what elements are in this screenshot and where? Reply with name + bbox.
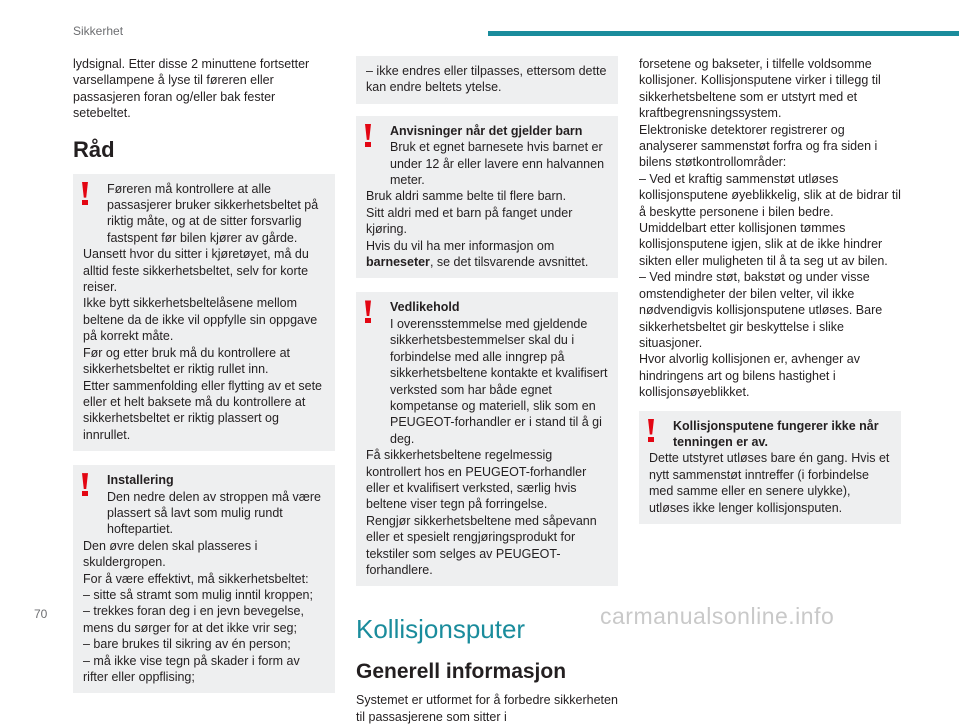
column-2 [356, 56, 618, 725]
installation-line: Den øvre delen skal plasseres i skuldergropen. [83, 538, 258, 570]
advice-line: Uansett hvor du sitter i kjøretøyet, må du alltid feste sikkerhetsbeltet, selv for korte reiser. [83, 247, 309, 295]
column-1 [73, 56, 335, 693]
installation-title: Installering [107, 473, 174, 488]
children-title: Anvisninger når det gjelder barn [390, 123, 583, 138]
advice-line: Ikke bytt sikkerhetsbeltelåsene mellom beltene da de ikke vil oppfylle sin oppgave på korrekt måte. [83, 296, 318, 344]
watermark: carmanualsonline.info [600, 603, 835, 629]
maintenance-box [356, 292, 618, 586]
general-info-paragraph: Systemet er utformet for å forbedre sikkerheten til passasjerene som sitter i [356, 693, 618, 724]
installation-line: Den nedre delen av stroppen må være plassert så lavt som mulig rundt hoftepartiet. [107, 489, 322, 537]
running-header: Sikkerhet [73, 24, 124, 38]
maintenance-line: I overensstemmelse med gjeldende sikkerhetsbestemmelser skal du i forbindelse med alle inngrep på sikkerhetsbeltene kontakte et kvalifisert verksted som har både egnet kompetanse og materiell, slik som en PEUGEOT-forhandler er i stand til å gi deg. [390, 316, 608, 446]
children-box [356, 116, 618, 279]
page-number: 70 [34, 607, 48, 621]
advice-line: Føreren må kontrollere at alle passasjerer bruker sikkerhetsbeltet på riktig måte, og at de sitter forsvarlig fastspent før bilen kjører av gårde. [107, 181, 319, 245]
airbag-paragraph: forsetene og bakseter, i tilfelle voldsomme kollisjoner. Kollisjonsputene virker i tillegg til sikkerhetsbeltene som er utstyrt med et kraftbegrensningssystem. [639, 57, 881, 121]
ignition-warning-title: Kollisjonsputene fungerer ikke når tenningen er av. [673, 418, 879, 449]
intro-paragraph: lydsignal. Etter disse 2 minuttene fortsetter varsellampene å lyse til føreren eller passasjeren foran og/eller bak fester setebeltet. [73, 57, 310, 121]
header-accent-bar [488, 31, 959, 36]
children-line: Bruk et egnet barnesete hvis barnet er under 12 år eller lavere enn halvannen meter. [390, 140, 605, 188]
warning-icon [82, 473, 88, 497]
warning-icon [365, 300, 371, 324]
children-line-reference: Hvis du vil ha mer informasjon om barneseter, se det tilsvarende avsnittet. [366, 238, 589, 270]
subheading-general-info: Generell informasjon [356, 660, 567, 684]
section-heading-rad: Råd [73, 136, 115, 162]
maintenance-line: Få sikkerhetsbeltene regelmessig kontrollert hos en PEUGEOT-forhandler eller et kvalifisert verksted, særlig hvis beltene viser tegn på forringelse. [366, 448, 587, 512]
airbag-paragraph: – Ved mindre støt, bakstøt og under visse omstendigheter der bilen velter, vil ikke nødvendigvis kollisjonsputene utløses. Bare sikkerhetsbeltet gir beskyttelse i slike situasjoner. [639, 270, 883, 350]
installation-line: – bare brukes til sikring av én person; [83, 637, 291, 652]
airbag-paragraph: Hvor alvorlig kollisjonen er, avhenger av hindringens art og bilens hastighet i kollisjonsøyeblikket. [639, 352, 860, 400]
installation-line: For å være effektivt, må sikkerhetsbeltet: [83, 571, 309, 586]
warning-icon [365, 124, 371, 148]
ignition-warning-text: Dette utstyret utløses bare én gang. Hvis et nytt sammenstøt inntreffer (i forbindelse med samme eller en senere ulykke), utløses ikke lenger kollisjonsputen. [649, 451, 890, 515]
warning-icon [82, 182, 88, 206]
installation-line: – sitte så stramt som mulig inntil kroppen; [83, 587, 313, 602]
section-title-kollisjonsputer: Kollisjonsputer [356, 614, 526, 645]
warning-icon [648, 419, 654, 443]
maintenance-title: Vedlikehold [390, 300, 460, 315]
continued-box [356, 56, 618, 104]
advice-box [73, 174, 335, 452]
advice-line: Etter sammenfolding eller flytting av et sete eller et helt baksete må du kontrollere at sikkerhetsbeltet er riktig plassert og innrullet. [83, 378, 323, 442]
maintenance-line: Rengjør sikkerhetsbeltene med såpevann eller et spesielt rengjøringsprodukt for tekstiler som selges av PEUGEOT-forhandlere. [366, 513, 597, 577]
installation-line: – trekkes foran deg i en jevn bevegelse, mens du sørger for at det ikke vrir seg; [83, 604, 304, 635]
advice-line: Før og etter bruk må du kontrollere at sikkerhetsbeltet er riktig rullet inn. [83, 345, 291, 377]
ignition-warning-box [639, 411, 901, 524]
installation-box [73, 465, 335, 693]
children-line: Sitt aldri med et barn på fanget under kjøring. [366, 205, 573, 237]
children-line: Bruk aldri samme belte til flere barn. [366, 189, 567, 204]
airbag-paragraph: – Ved et kraftig sammenstøt utløses kollisjonsputene øyeblikkelig, slik at de bidrar til å beskytte personene i bilen bedre. Umiddelbart etter kollisjonen tømmes kollisjonsputene igjen, slik at de ikke hindrer sikten eller muligheten til å ta seg ut av bilen. [639, 171, 901, 268]
installation-line: – må ikke vise tegn på skader i form av rifter eller oppflising; [83, 653, 300, 684]
child-seats-term: barneseter [366, 255, 430, 270]
column-3 [639, 56, 901, 524]
airbag-paragraph: Elektroniske detektorer registrerer og analyserer sammenstøt forfra og fra siden i bilens støtkontrollområder: [639, 122, 878, 170]
continued-line: – ikke endres eller tilpasses, ettersom dette kan endre beltets ytelse. [366, 64, 607, 95]
